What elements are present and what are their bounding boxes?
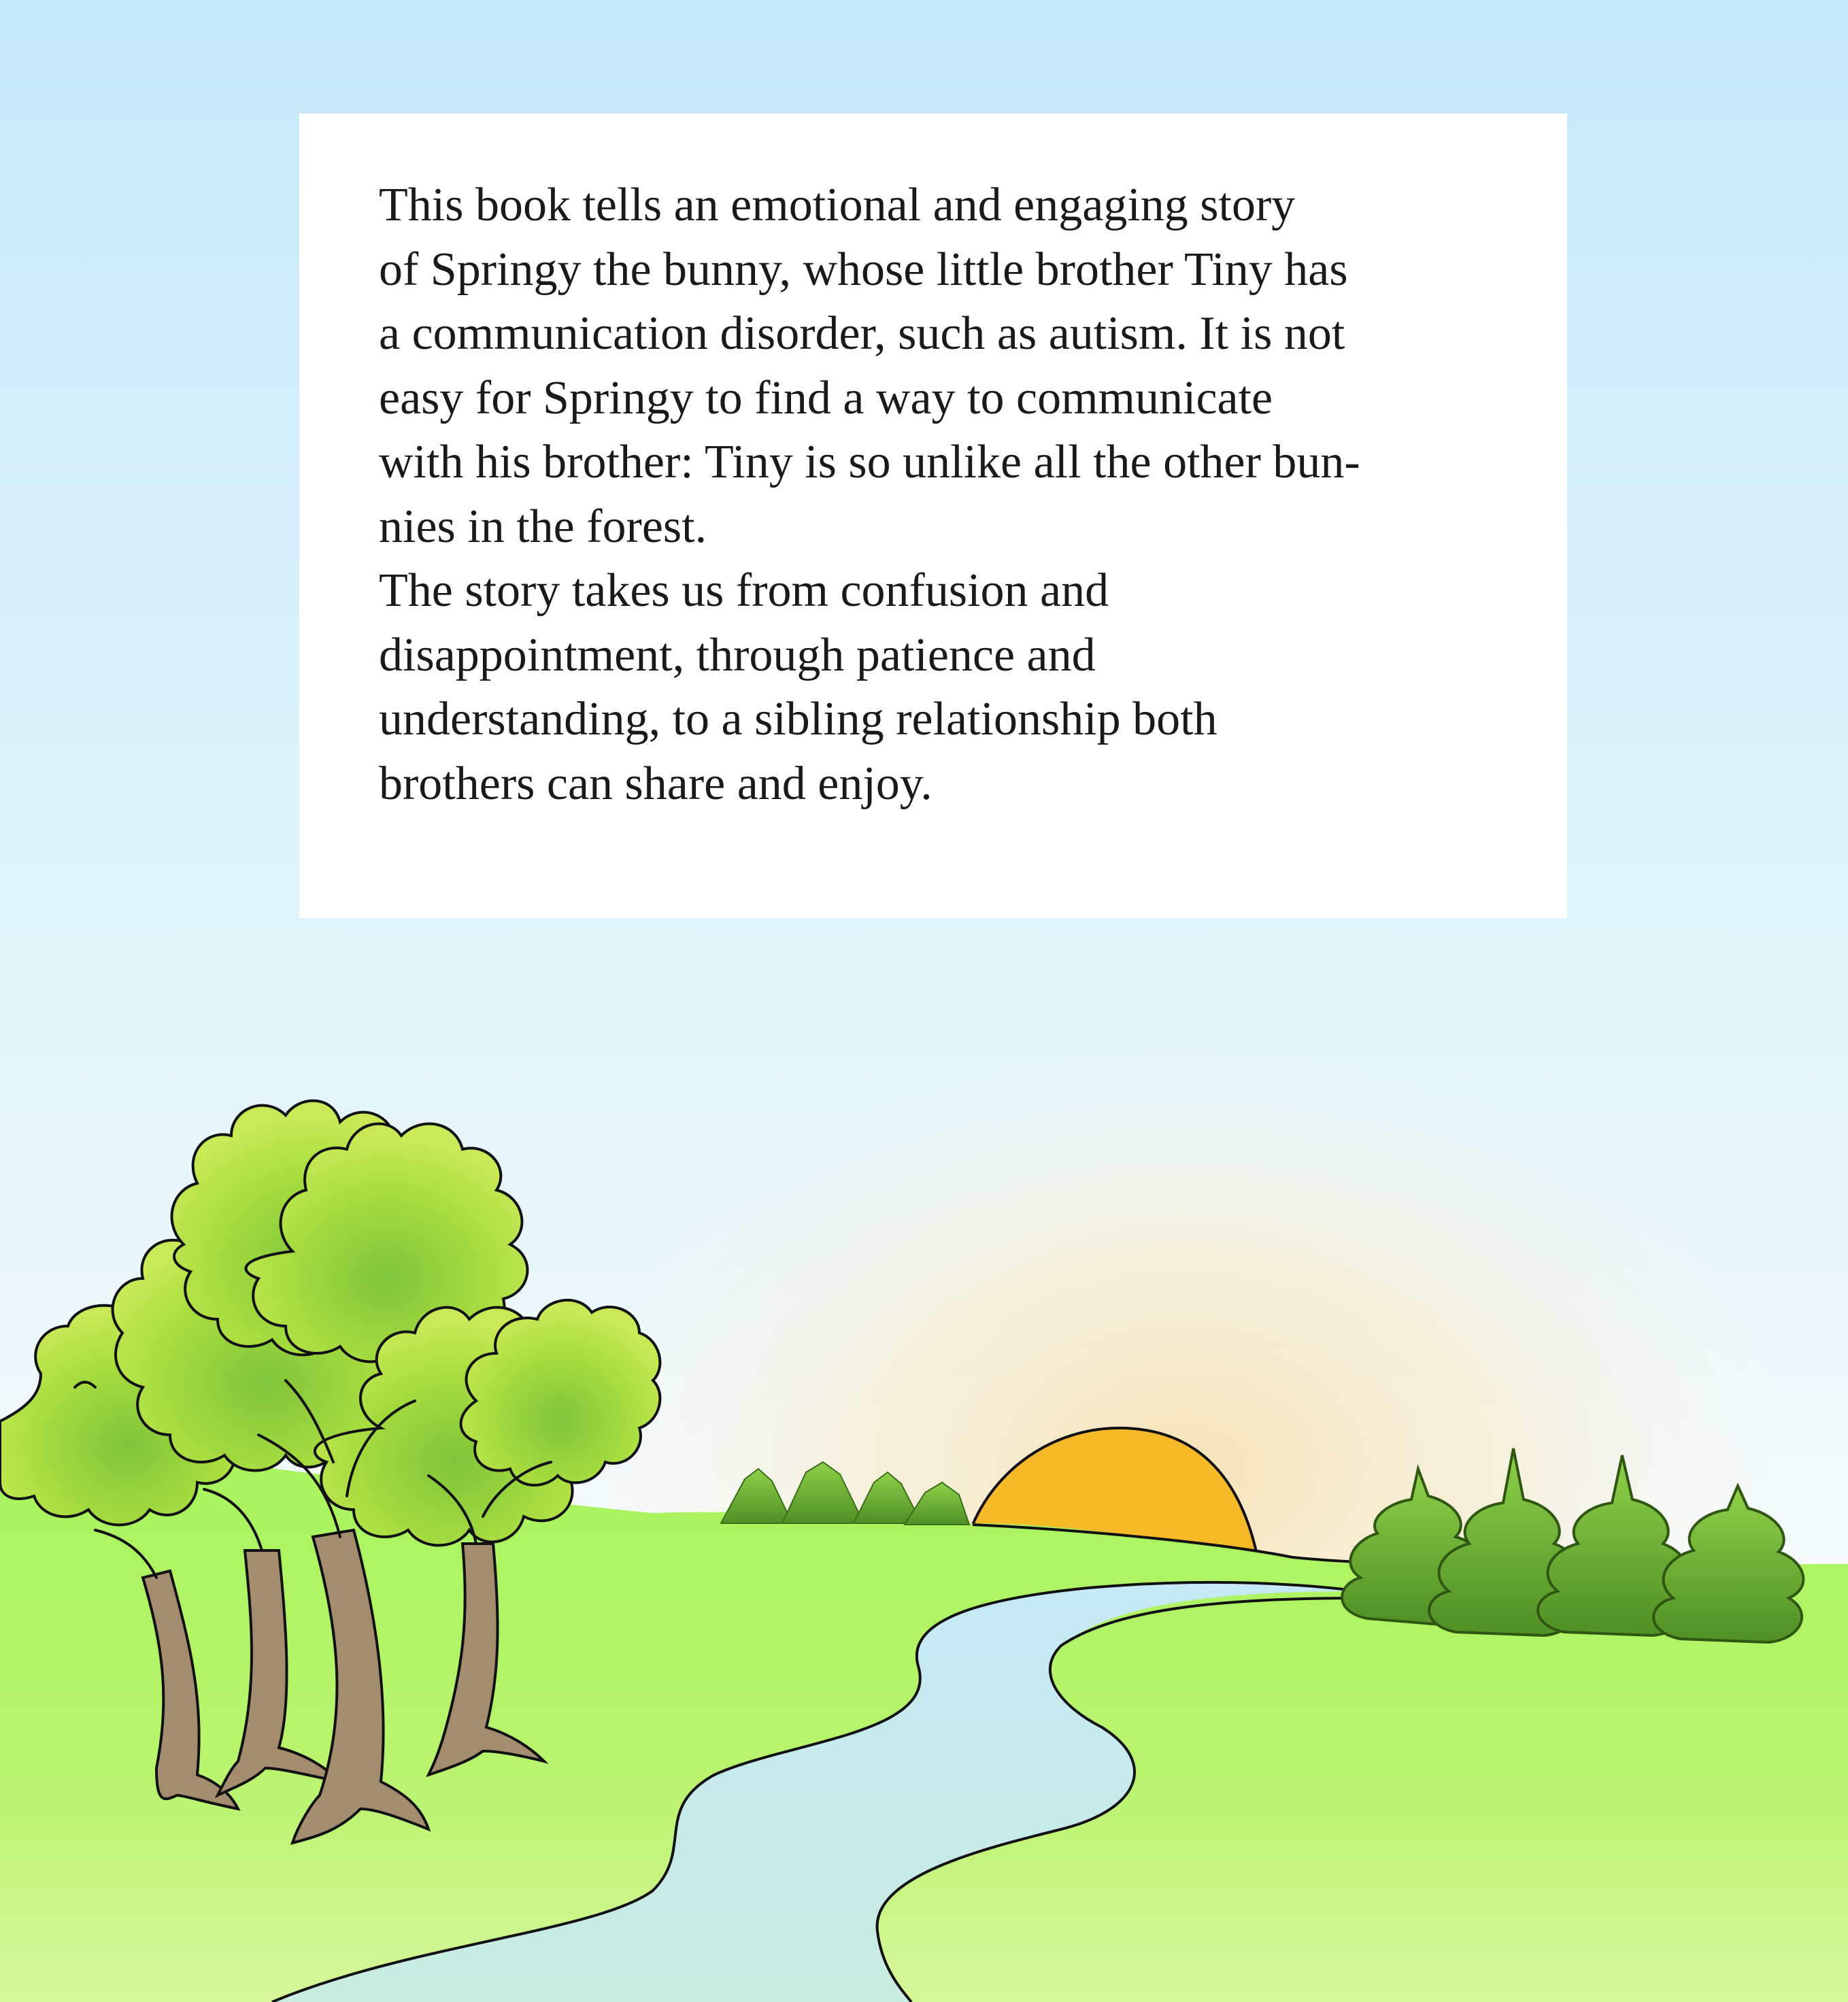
description-line: with his brother: Tiny is so unlike all the other bun- — [379, 436, 1360, 488]
description-line: of Springy the bunny, whose little brother Tiny has — [379, 243, 1348, 296]
description-line: This book tells an emotional and engaging story — [379, 179, 1296, 231]
description-line: The story takes us from confusion and — [379, 564, 1109, 617]
description-line: nies in the forest. — [379, 500, 707, 553]
description-line: a communication disorder, such as autism. It is not — [379, 307, 1345, 360]
description-line: easy for Springy to find a way to communicate — [379, 371, 1273, 424]
description-line: disappointment, through patience and — [379, 628, 1096, 681]
description-panel — [299, 114, 1567, 918]
description-line: brothers can share and enjoy. — [379, 757, 933, 810]
book-description — [379, 173, 1499, 816]
description-line: understanding, to a sibling relationship both — [379, 693, 1217, 745]
